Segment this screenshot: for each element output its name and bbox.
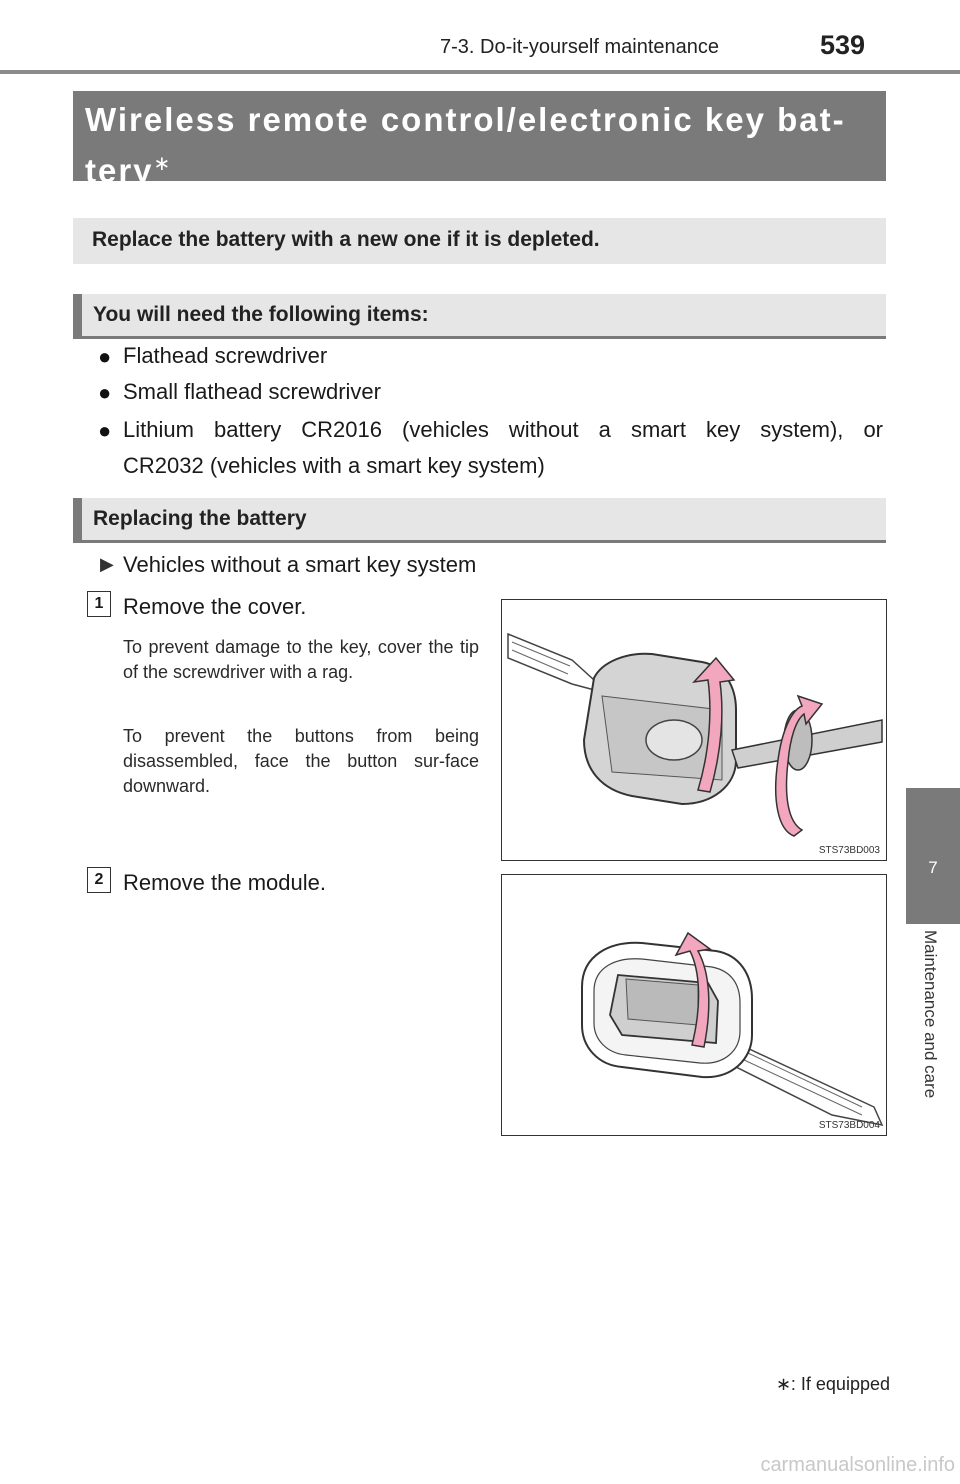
section-title: 7-3. Do-it-yourself maintenance — [440, 36, 720, 58]
step-number-1: 1 — [87, 591, 111, 617]
bullet-item: Small flathead screwdriver — [123, 379, 381, 404]
figure-remove-cover — [501, 599, 887, 861]
step-1-note-1: To prevent damage to the key, cover the tip of the screwdriver with a rag. — [123, 637, 479, 682]
items-heading: You will need the following items: — [93, 303, 429, 326]
bullet-item-continued: CR2032 (vehicles with a smart key system) — [123, 453, 545, 478]
step-2-title: Remove the module. — [123, 870, 326, 895]
key-cover-illustration — [502, 600, 886, 860]
header-rule — [0, 70, 960, 74]
intro-text: Replace the battery with a new one if it is depleted. — [92, 228, 600, 251]
title-line-2 — [85, 142, 885, 193]
watermark: carmanualsonline.info — [760, 1454, 955, 1476]
title-line-2-text: tery — [85, 152, 154, 189]
step-1-title: Remove the cover. — [123, 594, 307, 619]
chapter-label-wrap — [906, 930, 960, 1170]
chapter-label: Maintenance and care — [921, 930, 940, 1099]
replace-heading: Replacing the battery — [93, 507, 307, 530]
key-module-illustration — [502, 875, 886, 1135]
asterisk-icon: ∗ — [153, 153, 171, 175]
bullet-icon: ● — [98, 344, 112, 369]
bullet-icon: ● — [98, 380, 112, 405]
items-heading-accent — [73, 294, 82, 336]
page-number: 539 — [820, 30, 866, 60]
bullet-icon: ● — [98, 418, 112, 443]
figure-code: STS73BD004 — [818, 1120, 880, 1131]
figure-code: STS73BD003 — [818, 845, 880, 856]
figure-remove-module — [501, 874, 887, 1136]
step-number-2: 2 — [87, 867, 111, 893]
replace-heading-accent — [73, 498, 82, 540]
bullet-item: Flathead screwdriver — [123, 343, 328, 368]
title-line-1: Wireless remote control/electronic key bat- — [85, 101, 846, 138]
chapter-number: 7 — [928, 858, 938, 877]
step-1-note-2: To prevent the buttons from being disassembled, face the button sur-face downward. — [123, 726, 479, 796]
footnote: ∗: If equipped — [775, 1374, 890, 1394]
page-title — [85, 98, 885, 193]
variant-label: Vehicles without a smart key system — [123, 552, 477, 577]
bullet-item: Lithium battery CR2016 (vehicles without a smart key system), or — [123, 417, 883, 442]
triangle-arrow-icon: ▶ — [100, 554, 114, 574]
chapter-tab — [906, 788, 960, 924]
